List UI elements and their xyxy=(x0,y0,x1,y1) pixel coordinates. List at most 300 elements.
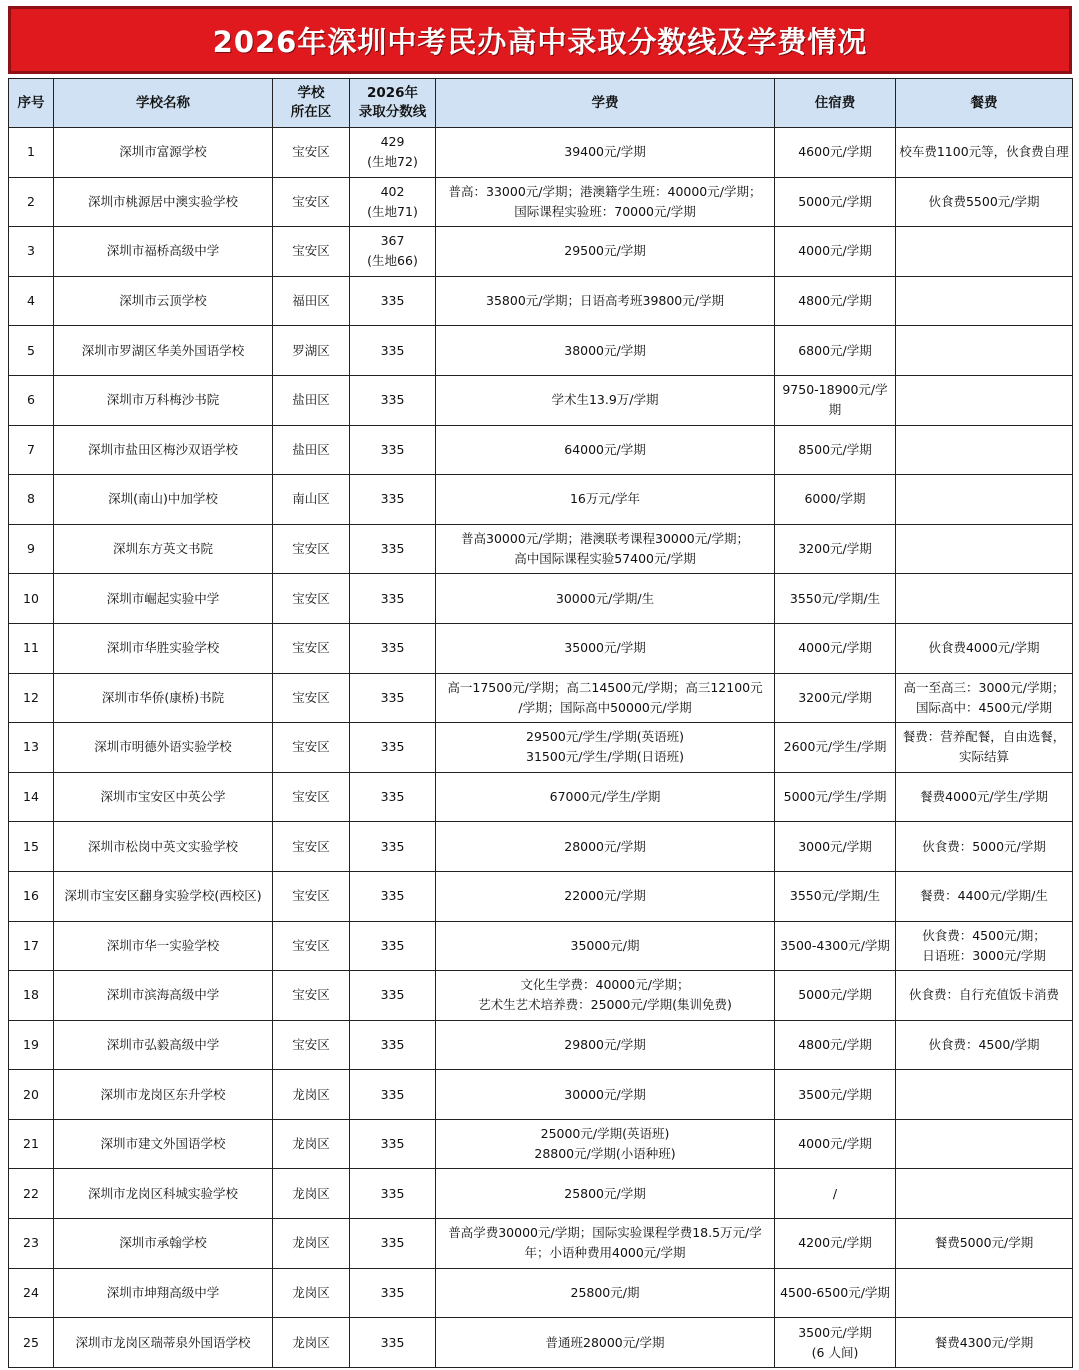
cell-score xyxy=(350,1219,436,1269)
cell-meal xyxy=(896,1020,1073,1070)
cell-tuition xyxy=(436,822,775,872)
header-meal xyxy=(896,79,1073,128)
cell-score xyxy=(350,128,436,178)
cell-meal xyxy=(896,1119,1073,1169)
cell-line: 3500元/学期 xyxy=(798,1324,872,1340)
cell-tuition xyxy=(436,177,775,227)
cell-district: 宝安区 xyxy=(273,177,350,227)
table-row xyxy=(9,673,1073,723)
cell-boarding xyxy=(775,227,896,277)
table-row xyxy=(9,1119,1073,1169)
cell-line: 餐费5000元/学期 xyxy=(934,1235,1034,1251)
cell-line: 335 xyxy=(380,789,405,805)
cell-tuition xyxy=(436,425,775,475)
cell-school-name: 深圳市龙岗区瑞蒂泉外国语学校 xyxy=(54,1318,273,1368)
header-boarding xyxy=(775,79,896,128)
cell-line: 335 xyxy=(380,838,405,854)
header-line: 录取分数线 xyxy=(358,104,427,120)
cell-no: 20 xyxy=(9,1070,54,1120)
table-row xyxy=(9,276,1073,326)
table-body xyxy=(9,128,1073,1368)
cell-no: 13 xyxy=(9,723,54,773)
cell-no: 2 xyxy=(9,177,54,227)
cell-line: 5000元/学生/学期 xyxy=(783,789,887,805)
header-line: 2026年 xyxy=(366,85,419,101)
cell-line: 日语班：3000元/学期 xyxy=(922,947,1046,963)
cell-tuition xyxy=(436,1268,775,1318)
cell-boarding xyxy=(775,276,896,326)
page-title: 2026年深圳中考民办高中录取分数线及学费情况 xyxy=(212,24,868,59)
cell-score xyxy=(350,1070,436,1120)
header-no xyxy=(9,79,54,128)
cell-line: 30000元/学期 xyxy=(564,1086,646,1102)
cell-district: 宝安区 xyxy=(273,772,350,822)
cell-score xyxy=(350,673,436,723)
cell-boarding xyxy=(775,1119,896,1169)
cell-boarding xyxy=(775,425,896,475)
cell-district: 宝安区 xyxy=(273,871,350,921)
cell-school-name: 深圳市承翰学校 xyxy=(54,1219,273,1269)
cell-school-name: 深圳市松岗中英文实验学校 xyxy=(54,822,273,872)
cell-line: 普高学费30000元/学期；国际实验课程学费18.5万元/学 xyxy=(448,1225,762,1241)
cell-no: 23 xyxy=(9,1219,54,1269)
cell-no: 21 xyxy=(9,1119,54,1169)
cell-meal xyxy=(896,574,1073,624)
header-row xyxy=(9,79,1073,128)
cell-no: 24 xyxy=(9,1268,54,1318)
cell-school-name: 深圳市桃源居中澳实验学校 xyxy=(54,177,273,227)
cell-boarding xyxy=(775,673,896,723)
cell-line: 16万元/学年 xyxy=(569,491,641,507)
table-row xyxy=(9,623,1073,673)
fee-table xyxy=(8,78,1073,1368)
cell-line: 29500元/学期 xyxy=(564,243,646,259)
cell-line: 3200元/学期 xyxy=(798,689,872,705)
cell-boarding xyxy=(775,177,896,227)
cell-no: 7 xyxy=(9,425,54,475)
cell-no: 22 xyxy=(9,1169,54,1219)
cell-line: 335 xyxy=(380,1086,405,1102)
cell-tuition xyxy=(436,723,775,773)
cell-school-name: 深圳市宝安区翻身实验学校(西校区) xyxy=(54,871,273,921)
cell-meal xyxy=(896,1169,1073,1219)
cell-no: 9 xyxy=(9,524,54,574)
table-row xyxy=(9,524,1073,574)
cell-district: 南山区 xyxy=(273,475,350,525)
cell-score xyxy=(350,921,436,971)
cell-district: 宝安区 xyxy=(273,822,350,872)
table-row xyxy=(9,1318,1073,1368)
cell-tuition xyxy=(436,375,775,425)
cell-meal xyxy=(896,673,1073,723)
cell-line: 25000元/学期(英语班) xyxy=(540,1126,670,1142)
cell-line: 67000元/学生/学期 xyxy=(549,789,661,805)
cell-line: 28000元/学期 xyxy=(564,838,646,854)
table-row xyxy=(9,1020,1073,1070)
cell-no: 8 xyxy=(9,475,54,525)
cell-tuition xyxy=(436,1119,775,1169)
cell-meal xyxy=(896,326,1073,376)
cell-district: 宝安区 xyxy=(273,921,350,971)
cell-line: 2600元/学生/学期 xyxy=(783,739,887,755)
cell-no: 4 xyxy=(9,276,54,326)
cell-line: 335 xyxy=(380,392,405,408)
header-line: 学校 xyxy=(297,85,325,101)
cell-line: 普通班28000元/学期 xyxy=(545,1334,665,1350)
cell-line: 高一至高三：3000元/学期； xyxy=(903,679,1065,695)
cell-no: 12 xyxy=(9,673,54,723)
cell-score xyxy=(350,524,436,574)
table-row xyxy=(9,723,1073,773)
cell-score xyxy=(350,326,436,376)
table-row xyxy=(9,177,1073,227)
cell-no: 17 xyxy=(9,921,54,971)
cell-tuition xyxy=(436,128,775,178)
cell-line: 4000元/学期 xyxy=(798,640,872,656)
table-header xyxy=(9,79,1073,128)
cell-line: 伙食费5500元/学期 xyxy=(928,193,1040,209)
header-line: 住宿费 xyxy=(814,94,856,111)
table-row xyxy=(9,772,1073,822)
cell-line: 高一17500元/学期；高二14500元/学期；高三12100元 xyxy=(447,679,763,695)
cell-district: 宝安区 xyxy=(273,574,350,624)
cell-line: (生地71) xyxy=(367,203,418,219)
cell-boarding xyxy=(775,871,896,921)
cell-line: 餐费：4400元/学期/生 xyxy=(920,888,1048,904)
cell-boarding xyxy=(775,1020,896,1070)
cell-tuition xyxy=(436,1219,775,1269)
cell-line: 实际结算 xyxy=(958,749,1009,765)
cell-district: 盐田区 xyxy=(273,425,350,475)
cell-score xyxy=(350,1020,436,1070)
table-row xyxy=(9,128,1073,178)
cell-line: 335 xyxy=(380,491,405,507)
cell-line: 普高：33000元/学期；港澳籍学生班：40000元/学期； xyxy=(448,183,762,199)
cell-score xyxy=(350,425,436,475)
cell-line: 335 xyxy=(380,293,405,309)
cell-district: 龙岗区 xyxy=(273,1119,350,1169)
cell-line: 335 xyxy=(380,640,405,656)
cell-line: 367 xyxy=(380,233,405,249)
cell-boarding xyxy=(775,1169,896,1219)
header-district xyxy=(273,79,350,128)
cell-line: 4600元/学期 xyxy=(798,144,872,160)
cell-meal xyxy=(896,1070,1073,1120)
cell-line: 29500元/学生/学期(英语班) xyxy=(526,729,684,745)
cell-tuition xyxy=(436,921,775,971)
table-row xyxy=(9,326,1073,376)
cell-boarding xyxy=(775,772,896,822)
cell-line: 伙食费：5000元/学期 xyxy=(922,838,1046,854)
cell-tuition xyxy=(436,1318,775,1368)
cell-boarding xyxy=(775,375,896,425)
cell-boarding xyxy=(775,1268,896,1318)
cell-meal xyxy=(896,921,1073,971)
cell-tuition xyxy=(436,574,775,624)
cell-score xyxy=(350,1318,436,1368)
cell-district: 龙岗区 xyxy=(273,1318,350,1368)
cell-no: 10 xyxy=(9,574,54,624)
cell-district: 宝安区 xyxy=(273,623,350,673)
cell-district: 罗湖区 xyxy=(273,326,350,376)
cell-line: 35000元/期 xyxy=(570,937,640,953)
cell-line: 餐费：营养配餐，自由选餐， xyxy=(902,729,1066,745)
cell-meal xyxy=(896,475,1073,525)
cell-meal xyxy=(896,276,1073,326)
cell-tuition xyxy=(436,623,775,673)
cell-meal xyxy=(896,772,1073,822)
cell-line: (生地66) xyxy=(367,253,418,269)
cell-line: 35800元/学期；日语高考班39800元/学期 xyxy=(486,293,724,309)
cell-boarding xyxy=(775,128,896,178)
cell-tuition xyxy=(436,1070,775,1120)
cell-tuition xyxy=(436,673,775,723)
cell-district: 福田区 xyxy=(273,276,350,326)
cell-line: /学期；国际高中50000元/学期 xyxy=(518,699,692,715)
cell-line: 餐费4000元/学生/学期 xyxy=(920,789,1048,805)
cell-meal xyxy=(896,1268,1073,1318)
cell-school-name: 深圳市罗湖区华美外国语学校 xyxy=(54,326,273,376)
cell-school-name: 深圳(南山)中加学校 xyxy=(54,475,273,525)
cell-line: 伙食费：自行充值饭卡消费 xyxy=(908,987,1059,1003)
cell-score xyxy=(350,822,436,872)
cell-boarding xyxy=(775,623,896,673)
cell-line: 335 xyxy=(380,888,405,904)
cell-score xyxy=(350,475,436,525)
cell-school-name: 深圳市富源学校 xyxy=(54,128,273,178)
cell-line: 3200元/学期 xyxy=(798,541,872,557)
cell-no: 15 xyxy=(9,822,54,872)
cell-tuition xyxy=(436,326,775,376)
cell-line: 年；小语种费用4000元/学期 xyxy=(524,1245,686,1261)
cell-meal xyxy=(896,1219,1073,1269)
cell-line: 35000元/学期 xyxy=(564,640,646,656)
cell-score xyxy=(350,276,436,326)
cell-no: 6 xyxy=(9,375,54,425)
header-line: 学费 xyxy=(591,94,619,111)
cell-line: 8500元/学期 xyxy=(798,441,872,457)
cell-tuition xyxy=(436,276,775,326)
cell-score xyxy=(350,772,436,822)
cell-boarding xyxy=(775,822,896,872)
cell-school-name: 深圳东方英文书院 xyxy=(54,524,273,574)
cell-line: 335 xyxy=(380,937,405,953)
cell-tuition xyxy=(436,475,775,525)
cell-line: 9750-18900元/学期 xyxy=(782,382,888,418)
cell-line: 28800元/学期(小语种班) xyxy=(534,1146,676,1162)
cell-line: 国际课程实验班：70000元/学期 xyxy=(514,203,696,219)
header-line: 序号 xyxy=(17,94,45,111)
cell-school-name: 深圳市华侨(康桥)书院 xyxy=(54,673,273,723)
title-banner xyxy=(8,6,1072,74)
cell-district: 宝安区 xyxy=(273,673,350,723)
cell-score xyxy=(350,623,436,673)
cell-school-name: 深圳市云顶学校 xyxy=(54,276,273,326)
header-tuition xyxy=(436,79,775,128)
cell-line: 335 xyxy=(380,739,405,755)
cell-line: 22000元/学期 xyxy=(564,888,646,904)
cell-line: 国际高中：4500元/学期 xyxy=(915,699,1053,715)
table-row xyxy=(9,574,1073,624)
cell-line: 3500元/学期 xyxy=(798,1086,872,1102)
table-row xyxy=(9,921,1073,971)
cell-no: 11 xyxy=(9,623,54,673)
table-row xyxy=(9,971,1073,1021)
cell-score xyxy=(350,375,436,425)
cell-tuition xyxy=(436,1169,775,1219)
cell-score xyxy=(350,723,436,773)
cell-tuition xyxy=(436,871,775,921)
cell-line: (生地72) xyxy=(367,154,418,170)
header-line: 所在区 xyxy=(290,104,332,120)
cell-line: 文化生学费：40000元/学期； xyxy=(520,977,690,993)
cell-no: 5 xyxy=(9,326,54,376)
cell-score xyxy=(350,177,436,227)
cell-line: 高中国际课程实验57400元/学期 xyxy=(514,551,696,567)
cell-line: 402 xyxy=(380,183,405,199)
cell-score xyxy=(350,1119,436,1169)
cell-boarding xyxy=(775,524,896,574)
cell-score xyxy=(350,1268,436,1318)
cell-score xyxy=(350,971,436,1021)
cell-school-name: 深圳市龙岗区东升学校 xyxy=(54,1070,273,1120)
cell-district: 宝安区 xyxy=(273,524,350,574)
cell-school-name: 深圳市宝安区中英公学 xyxy=(54,772,273,822)
cell-meal xyxy=(896,524,1073,574)
cell-line: 3550元/学期/生 xyxy=(789,888,881,904)
cell-school-name: 深圳市万科梅沙书院 xyxy=(54,375,273,425)
cell-school-name: 深圳市坤翔高级中学 xyxy=(54,1268,273,1318)
cell-line: 30000元/学期/生 xyxy=(555,590,655,606)
table-row xyxy=(9,1070,1073,1120)
cell-boarding xyxy=(775,475,896,525)
cell-score xyxy=(350,871,436,921)
cell-line: 335 xyxy=(380,1334,405,1350)
cell-line: 学术生13.9万/学期 xyxy=(551,392,659,408)
cell-score xyxy=(350,227,436,277)
cell-district: 宝安区 xyxy=(273,227,350,277)
cell-meal xyxy=(896,425,1073,475)
cell-tuition xyxy=(436,772,775,822)
cell-line: 伙食费4000元/学期 xyxy=(928,640,1040,656)
table-row xyxy=(9,375,1073,425)
cell-line: 4000元/学期 xyxy=(798,243,872,259)
cell-line: 335 xyxy=(380,541,405,557)
cell-line: 4500-6500元/学期 xyxy=(780,1284,890,1300)
cell-district: 宝安区 xyxy=(273,723,350,773)
table-row xyxy=(9,425,1073,475)
cell-line: 335 xyxy=(380,1136,405,1152)
cell-district: 宝安区 xyxy=(273,1020,350,1070)
cell-line: 餐费4300元/学期 xyxy=(934,1334,1034,1350)
cell-boarding xyxy=(775,1070,896,1120)
cell-meal xyxy=(896,871,1073,921)
cell-no: 16 xyxy=(9,871,54,921)
cell-school-name: 深圳市崛起实验中学 xyxy=(54,574,273,624)
cell-school-name: 深圳市明德外语实验学校 xyxy=(54,723,273,773)
cell-line: 5000元/学期 xyxy=(798,987,872,1003)
cell-tuition xyxy=(436,971,775,1021)
cell-line: (6 人间) xyxy=(811,1344,859,1360)
cell-score xyxy=(350,574,436,624)
cell-line: 335 xyxy=(380,342,405,358)
cell-no: 18 xyxy=(9,971,54,1021)
cell-no: 25 xyxy=(9,1318,54,1368)
cell-line: 335 xyxy=(380,689,405,705)
cell-line: 3550元/学期/生 xyxy=(789,590,881,606)
cell-line: 4000元/学期 xyxy=(798,1136,872,1152)
cell-line: 335 xyxy=(380,590,405,606)
header-line: 学校名称 xyxy=(136,94,190,111)
cell-meal xyxy=(896,723,1073,773)
cell-meal xyxy=(896,971,1073,1021)
cell-line: 335 xyxy=(380,1284,405,1300)
cell-score xyxy=(350,1169,436,1219)
cell-district: 盐田区 xyxy=(273,375,350,425)
cell-line: 31500元/学生/学期(日语班) xyxy=(526,749,684,765)
cell-no: 3 xyxy=(9,227,54,277)
cell-boarding xyxy=(775,1219,896,1269)
cell-line: 伙食费：4500元/期； xyxy=(922,927,1046,943)
cell-district: 龙岗区 xyxy=(273,1169,350,1219)
cell-line: 4200元/学期 xyxy=(798,1235,872,1251)
cell-tuition xyxy=(436,524,775,574)
cell-meal xyxy=(896,1318,1073,1368)
cell-no: 19 xyxy=(9,1020,54,1070)
cell-line: 4800元/学期 xyxy=(798,1036,872,1052)
cell-line: 3500-4300元/学期 xyxy=(780,937,890,953)
cell-meal xyxy=(896,227,1073,277)
table-row xyxy=(9,871,1073,921)
cell-school-name: 深圳市建文外国语学校 xyxy=(54,1119,273,1169)
cell-district: 龙岗区 xyxy=(273,1070,350,1120)
header-line: 餐费 xyxy=(970,94,998,111)
cell-school-name: 深圳市华一实验学校 xyxy=(54,921,273,971)
cell-school-name: 深圳市华胜实验学校 xyxy=(54,623,273,673)
table-row xyxy=(9,1268,1073,1318)
cell-line: 335 xyxy=(380,441,405,457)
cell-boarding xyxy=(775,971,896,1021)
header-school-name xyxy=(54,79,273,128)
cell-district: 宝安区 xyxy=(273,971,350,1021)
header-score xyxy=(350,79,436,128)
cell-line: 伙食费：4500/学期 xyxy=(928,1036,1040,1052)
cell-district: 宝安区 xyxy=(273,128,350,178)
cell-line: 335 xyxy=(380,1036,405,1052)
cell-line: 3000元/学期 xyxy=(798,838,872,854)
cell-meal xyxy=(896,128,1073,178)
cell-boarding xyxy=(775,574,896,624)
cell-line: 335 xyxy=(380,987,405,1003)
table-row xyxy=(9,1219,1073,1269)
cell-line: 335 xyxy=(380,1185,405,1201)
cell-boarding xyxy=(775,723,896,773)
table-row xyxy=(9,1169,1073,1219)
cell-line: 校车费1100元等，伙食费自理 xyxy=(899,144,1069,160)
cell-line: 335 xyxy=(380,1235,405,1251)
cell-line: 64000元/学期 xyxy=(564,441,646,457)
cell-line: 29800元/学期 xyxy=(564,1036,646,1052)
cell-school-name: 深圳市龙岗区科城实验学校 xyxy=(54,1169,273,1219)
cell-meal xyxy=(896,375,1073,425)
table-row xyxy=(9,475,1073,525)
cell-line: 普高30000元/学期；港澳联考课程30000元/学期； xyxy=(461,531,749,547)
table-row xyxy=(9,227,1073,277)
cell-line: 25800元/期 xyxy=(570,1284,640,1300)
cell-line: 5000元/学期 xyxy=(798,193,872,209)
cell-district: 龙岗区 xyxy=(273,1219,350,1269)
cell-line: 艺术生艺术培养费：25000元/学期(集训免费) xyxy=(478,997,732,1013)
